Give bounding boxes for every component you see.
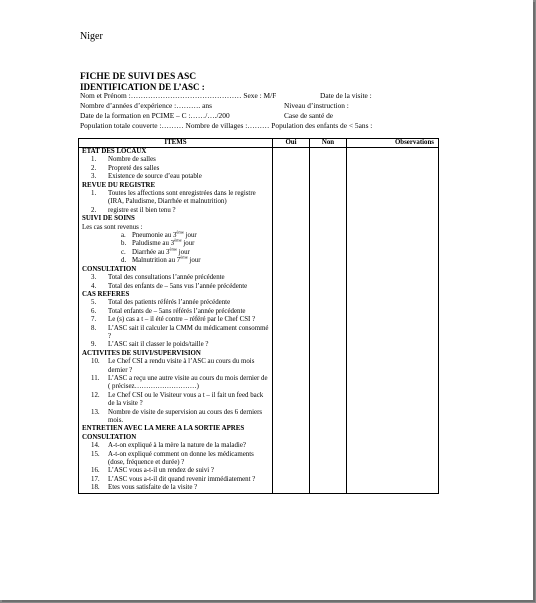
item-number: 13. bbox=[91, 408, 100, 416]
identification-heading: IDENTIFICATION DE L’ASC : bbox=[80, 82, 205, 92]
non-column bbox=[310, 148, 347, 494]
section-heading: CAS REFERES bbox=[82, 290, 130, 298]
list-item bbox=[82, 409, 271, 426]
ordinal-suffix: ème bbox=[176, 229, 184, 235]
item-number: 9. bbox=[91, 341, 97, 349]
country-label: Niger bbox=[80, 31, 103, 42]
list-item bbox=[82, 484, 271, 492]
list-item bbox=[82, 341, 271, 349]
item-text: A-t-on expliqué comment on donne les médicaments (dose, fréquence et durée) ? bbox=[108, 450, 254, 467]
item-text: Total des patients référés l’année précédente bbox=[108, 299, 231, 307]
item-text: Paludisme au 3 bbox=[132, 240, 175, 248]
header-non: Non bbox=[310, 139, 347, 148]
item-number: 3. bbox=[91, 274, 97, 282]
item-text: Etes vous satisfaite de la visite ? bbox=[108, 484, 198, 492]
item-text: Le (s) cas a t – il été contre – référé par le Chef CSI ? bbox=[108, 316, 256, 324]
list-item bbox=[82, 375, 271, 392]
header-oui: Oui bbox=[273, 139, 310, 148]
item-text: A-t-on expliqué à la mère la nature de la maladie? bbox=[108, 442, 246, 450]
item-text: Le Chef CSI a rendu visite à l’ASC au cours du mois dernier ? bbox=[108, 358, 255, 374]
item-text: Nombre de salles bbox=[108, 156, 156, 164]
section-heading: ETAT DES LOCAUX bbox=[82, 148, 147, 155]
item-number: 6. bbox=[91, 307, 97, 315]
item-number: 5. bbox=[91, 299, 97, 307]
observations-column bbox=[347, 148, 439, 494]
item-number: 17. bbox=[91, 475, 100, 483]
item-number: 8. bbox=[91, 324, 97, 332]
section-heading: ACTIVITES DE SUIVI/SUPERVISION bbox=[82, 349, 201, 357]
list-item bbox=[82, 392, 271, 409]
form-title: FICHE DE SUIVI DES ASC bbox=[80, 72, 197, 82]
item-text: Le Chef CSI ou le Visiteur vous a t – il fait un feed back de la visite ? bbox=[108, 391, 264, 408]
list-intro: Les cas sont revenus : bbox=[82, 223, 143, 231]
item-text: L’ASC sait il classer le poids/taille ? bbox=[108, 341, 209, 349]
item-number: c. bbox=[121, 248, 126, 256]
section-heading: REVUE DU REGISTRE bbox=[82, 181, 156, 189]
list-item bbox=[82, 442, 271, 450]
table-body-row bbox=[79, 148, 439, 494]
item-text: Diarrhée au 3 bbox=[132, 248, 170, 256]
header-items: ITEMS bbox=[79, 139, 273, 148]
list-item bbox=[82, 358, 271, 375]
experience-field: Nombre d’années d’expérience :………. ans bbox=[80, 101, 212, 110]
visit-date-field: Date de la visite : bbox=[320, 91, 372, 100]
item-number: 10. bbox=[91, 358, 100, 366]
item-text-tail: jour bbox=[187, 257, 201, 265]
list-item bbox=[82, 173, 271, 181]
list-item bbox=[82, 308, 271, 316]
list-item bbox=[82, 467, 271, 475]
item-number: 3. bbox=[91, 173, 97, 181]
item-text: Existence de source d’eau potable bbox=[108, 173, 202, 181]
item-number: 4. bbox=[91, 282, 97, 290]
item-number: 16. bbox=[91, 467, 100, 475]
section-heading: CONSULTATION bbox=[82, 265, 137, 273]
item-number: a. bbox=[121, 232, 126, 240]
list-item bbox=[82, 299, 271, 307]
item-text: Toutes les affections sont enregistrées dans le registre (IRA, Paludisme, Diarrhée et malnutrition) bbox=[108, 190, 256, 206]
item-text: Nombre de visite de supervision au cours des 6 derniers mois. bbox=[108, 408, 263, 424]
list-item bbox=[82, 274, 271, 282]
items-column bbox=[79, 148, 273, 494]
item-text: L’ASC sait il calculer la CMM du médicament consommé ? bbox=[108, 324, 269, 340]
ordinal-suffix: ème bbox=[174, 238, 182, 244]
follow-up-table bbox=[78, 138, 439, 494]
item-text: Total enfants de – 5ans référés l’année précédente bbox=[108, 307, 246, 315]
item-number: d. bbox=[121, 257, 127, 265]
item-text: Malnutrition au 7 bbox=[132, 257, 181, 265]
section-heading: ENTRETIEN AVEC LA MERE A LA SORTIE APRES CONSULTATION bbox=[82, 425, 245, 441]
table-header-row bbox=[79, 139, 439, 148]
item-text: Total des consultations l’année précédente bbox=[108, 274, 225, 282]
item-number: 12. bbox=[91, 391, 100, 399]
list-item bbox=[82, 476, 271, 484]
item-text: L’ASC vous a-t-il un rendez de suivi ? bbox=[108, 467, 214, 475]
list-item bbox=[82, 165, 271, 173]
list-item bbox=[82, 207, 271, 215]
item-number: 1. bbox=[91, 156, 97, 164]
item-text-tail: jour bbox=[181, 240, 195, 248]
item-text: L’ASC vous a-t-il dit quand revenir immédiatement ? bbox=[108, 475, 256, 483]
item-number: b. bbox=[121, 240, 127, 248]
header-observations: Observations bbox=[347, 139, 439, 148]
item-text: Total des enfants de – 5ans vus l’année précédente bbox=[108, 282, 248, 290]
population-field: Population totale couverte :……… Nombre de villages :……… Population des enfants de < 5ans : bbox=[80, 121, 373, 130]
ordinal-suffix: ème bbox=[180, 254, 188, 260]
name-field: Nom et Prénom :……………………………………… Sexe : M/F bbox=[80, 91, 277, 100]
item-text: Propreté des salles bbox=[108, 164, 160, 172]
item-number: 18. bbox=[91, 484, 100, 492]
list-item bbox=[82, 156, 271, 164]
instruction-field: Niveau d’instruction : bbox=[284, 101, 349, 110]
list-item bbox=[82, 316, 271, 324]
item-number: 2. bbox=[91, 164, 97, 172]
list-item bbox=[82, 190, 271, 207]
list-item bbox=[82, 283, 271, 291]
section-heading: SUIVI DE SOINS bbox=[82, 215, 135, 223]
item-text: Pneumonie au 3 bbox=[132, 232, 177, 240]
training-date-field: Date de la formation en PCIME – C :……/…./200 bbox=[80, 111, 230, 120]
sub-item bbox=[82, 254, 271, 265]
item-text-tail: jour bbox=[183, 232, 197, 240]
item-number: 1. bbox=[91, 190, 97, 198]
item-text: registre est il bien tenu ? bbox=[108, 206, 176, 214]
item-number: 14. bbox=[91, 442, 100, 450]
list-item bbox=[82, 325, 271, 342]
item-number: 15. bbox=[91, 450, 100, 458]
oui-column bbox=[273, 148, 310, 494]
ordinal-suffix: ème bbox=[169, 246, 177, 252]
item-number: 2. bbox=[91, 206, 97, 214]
health-post-field: Case de santé de bbox=[284, 111, 334, 120]
item-number: 7. bbox=[91, 316, 97, 324]
item-number: 11. bbox=[91, 374, 100, 382]
item-text: L’ASC a reçu une autre visite au cours du mois dernier de ( précisez………………………) bbox=[108, 374, 268, 391]
item-text-tail: jour bbox=[177, 248, 190, 256]
list-item bbox=[82, 451, 271, 468]
